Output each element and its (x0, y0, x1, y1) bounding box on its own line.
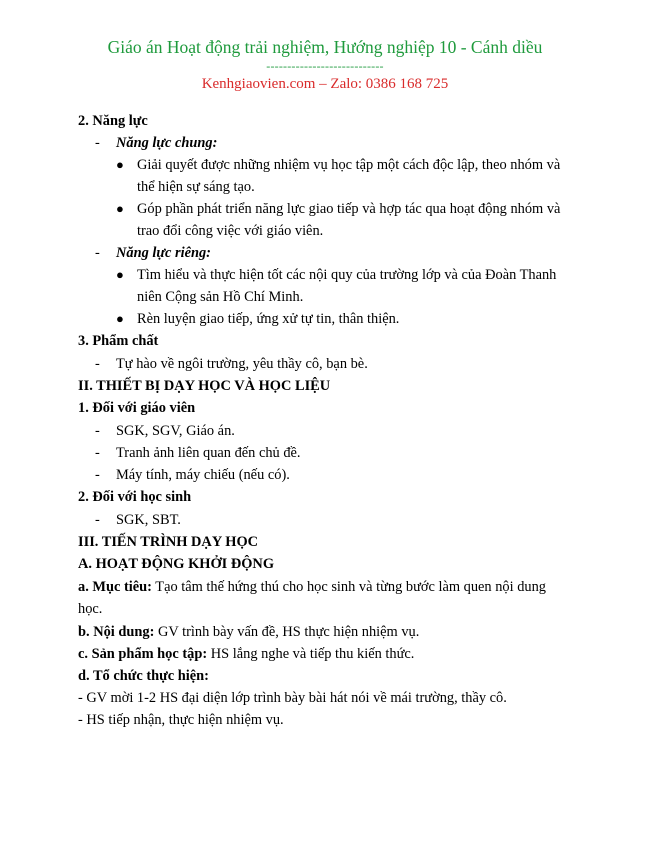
dash-marker: - (95, 423, 100, 439)
chung-item-2-line-2: trao đổi công việc với giáo viên. (137, 223, 324, 239)
heading-section-2: II. THIẾT BỊ DẠY HỌC VÀ HỌC LIỆU (78, 378, 331, 394)
dash-marker: - (95, 245, 100, 261)
dash-marker: - (95, 356, 100, 372)
heading-section-3: III. TIẾN TRÌNH DẠY HỌC (78, 534, 259, 550)
dash-marker: - (95, 135, 100, 151)
muc-tieu-text: Tạo tâm thế hứng thú cho học sinh và từng bước làm quen nội dung (151, 579, 546, 595)
muc-tieu-line-2: học. (78, 601, 103, 617)
heading-hoc-sinh: 2. Đối với học sinh (78, 489, 192, 505)
dash-marker: - (95, 512, 100, 528)
header-title: Giáo án Hoạt động trải nghiệm, Hướng nghiệp 10 - Cánh diều (107, 37, 543, 57)
noi-dung-line (78, 621, 419, 643)
bullet-icon: ● (116, 311, 124, 326)
gv-item-3: Máy tính, máy chiếu (nếu có). (116, 467, 290, 483)
hs-item-1: SGK, SBT. (116, 512, 181, 528)
subheading-nang-luc-chung: Năng lực chung: (116, 135, 218, 151)
chung-item-1-line-1: Giải quyết được những nhiệm vụ học tập một cách độc lập, theo nhóm và (137, 157, 561, 173)
gv-item-2: Tranh ảnh liên quan đến chủ đề. (116, 445, 301, 461)
chung-item-1-line-2: thể hiện sự sáng tạo. (137, 179, 255, 195)
header-divider: ---------------------------- (266, 59, 384, 73)
muc-tieu-line-1 (78, 576, 546, 598)
san-pham-line (78, 643, 414, 665)
dash-marker: - (95, 445, 100, 461)
bullet-icon: ● (116, 267, 124, 282)
rieng-item-1-line-2: niên Cộng sản Hồ Chí Minh. (137, 289, 304, 305)
header-site: Kenhgiaovien.com – Zalo: 0386 168 725 (201, 76, 449, 92)
san-pham-label: c. Sản phẩm học tập: (78, 646, 208, 662)
chung-item-2-line-1: Góp phần phát triển năng lực giao tiếp và hợp tác qua hoạt động nhóm và (137, 201, 561, 217)
noi-dung-text: GV trình bày vấn đề, HS thực hiện nhiệm vụ. (154, 624, 420, 640)
heading-activity-a: A. HOẠT ĐỘNG KHỞI ĐỘNG (78, 556, 275, 572)
subheading-nang-luc-rieng: Năng lực riêng: (116, 245, 211, 261)
rieng-item-2: Rèn luyện giao tiếp, ứng xử tự tin, thân thiện. (137, 311, 400, 327)
muc-tieu-label: a. Mục tiêu: (78, 579, 152, 595)
bullet-icon: ● (116, 201, 124, 216)
san-pham-text: HS lắng nghe và tiếp thu kiến thức. (207, 646, 415, 662)
to-chuc-item-2: - HS tiếp nhận, thực hiện nhiệm vụ. (78, 712, 284, 728)
noi-dung-label: b. Nội dung: (78, 624, 155, 640)
bullet-icon: ● (116, 157, 124, 172)
heading-giao-vien: 1. Đối với giáo viên (78, 400, 196, 416)
pham-chat-item-1: Tự hào về ngôi trường, yêu thầy cô, bạn bè. (116, 356, 368, 372)
heading-nang-luc: 2. Năng lực (78, 113, 148, 129)
heading-pham-chat: 3. Phẩm chất (78, 333, 159, 349)
to-chuc-item-1: - GV mời 1-2 HS đại diện lớp trình bày bài hát nói về mái trường, thầy cô. (78, 690, 507, 706)
rieng-item-1-line-1: Tìm hiểu và thực hiện tốt các nội quy của trường lớp và của Đoàn Thanh (137, 267, 557, 283)
gv-item-1: SGK, SGV, Giáo án. (116, 423, 235, 439)
dash-marker: - (95, 467, 100, 483)
heading-to-chuc: d. Tổ chức thực hiện: (78, 668, 209, 684)
